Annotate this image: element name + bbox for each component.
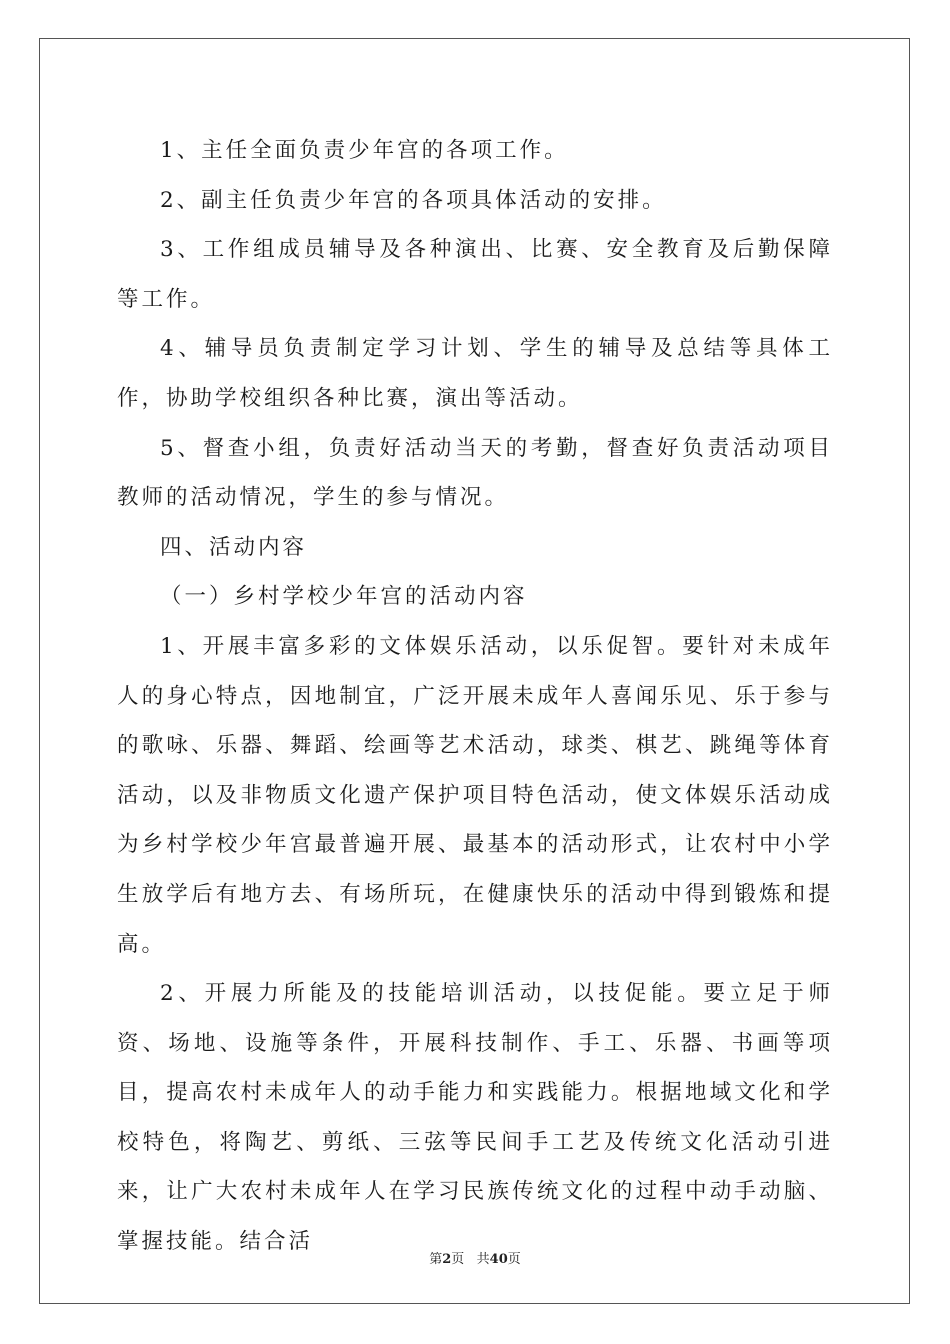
paragraph-content-2: 2、开展力所能及的技能培训活动，以技促能。要立足于师资、场地、设施等条件，开展科技制作、手工、乐器、书画等项目，提高农村未成年人的动手能力和实践能力。根据地域文化和学校特色，将陶艺、剪纸、三弦等民间手工艺及传统文化活动引进来，让广大农村未成年人在学习民族传统文化的过程中动手动脑、掌握技能。结合活 xyxy=(117,981,833,1255)
paragraph-duty-3: 3、工作组成员辅导及各种演出、比赛、安全教育及后勤保障等工作。 xyxy=(117,237,833,312)
page-footer xyxy=(0,1248,950,1267)
paragraph-duty-1: 1、主任全面负责少年宫的各项工作。 xyxy=(160,138,569,163)
paragraph-duty-4: 4、辅导员负责制定学习计划、学生的辅导及总结等具体工作，协助学校组织各种比赛，演出等活动。 xyxy=(117,336,833,411)
footer-prefix: 第 xyxy=(429,1252,443,1267)
document-body xyxy=(117,126,833,1267)
subsection-heading: （一）乡村学校少年宫的活动内容 xyxy=(160,584,528,610)
section-heading: 四、活动内容 xyxy=(160,534,308,560)
paragraph-content-1: 1、开展丰富多彩的文体娱乐活动，以乐促智。要针对未成年人的身心特点，因地制宜，广泛开展未成年人喜闻乐见、乐于参与的歌咏、乐器、舞蹈、绘画等艺术活动，球类、棋艺、跳绳等体育活动，以及非物质文化遗产保护项目特色活动，使文体娱乐活动成为乡村学校少年宫最普遍开展、最基本的活动形式，让农村中小学生放学后有地方去、有场所玩，在健康快乐的活动中得到锻炼和提高。 xyxy=(117,633,833,957)
paragraph-duty-5: 5、督查小组，负责好活动当天的考勤，督查好负责活动项目教师的活动情况，学生的参与情况。 xyxy=(117,435,833,511)
total-page-count: 40 xyxy=(489,1252,508,1267)
footer-suffix: 页 xyxy=(507,1252,521,1267)
paragraph-duty-2: 2、副主任负责少年宫的各项具体活动的安排。 xyxy=(160,187,667,213)
footer-mid: 页 共 xyxy=(451,1252,490,1267)
current-page-number: 2 xyxy=(442,1252,452,1267)
